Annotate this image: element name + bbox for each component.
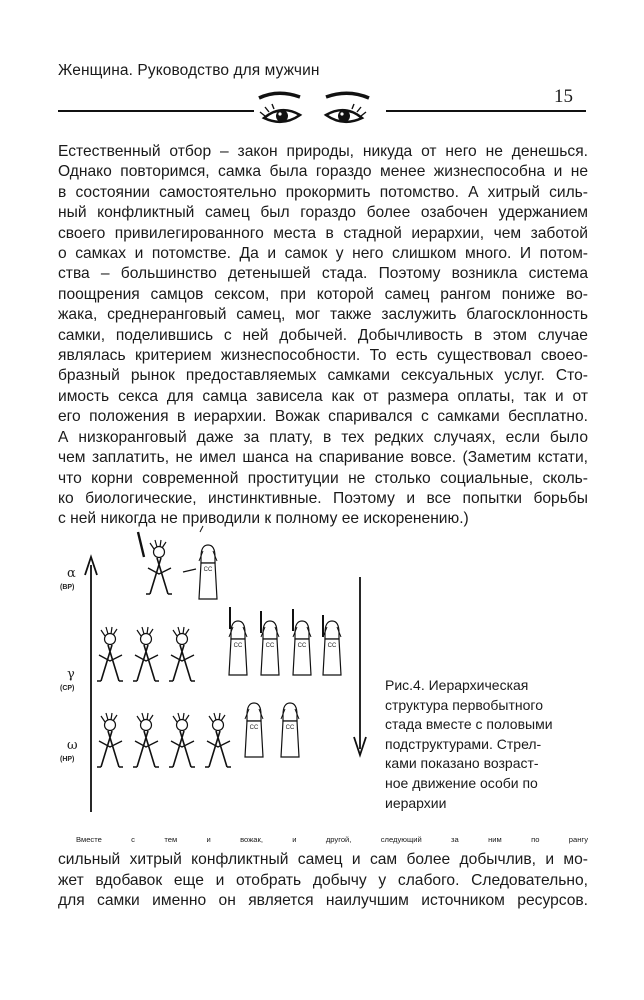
caption-line: Рис.4. Иерархическая — [385, 677, 529, 693]
text-line: самки, поделившись с ней добычей. Добычливость в этом случае — [58, 326, 588, 344]
header-rule-left — [58, 110, 254, 112]
text-line: являлась критерием жизнеспособности. То есть существовал своео- — [58, 347, 588, 365]
female-figure — [293, 621, 311, 675]
text-line: жака, среднеранговый самец, мог также заслужить благосклонность — [58, 306, 588, 324]
page-number: 15 — [554, 86, 573, 107]
level-label: (ВР) — [60, 584, 75, 591]
alpha-male-figure — [146, 540, 172, 594]
header-rule-right — [386, 110, 586, 112]
text-line: его положения в иерархии. Вожак спаривался с самками бесплатно. — [58, 408, 588, 426]
text-line: чем заплатить, не имел шанса на спаривание вовсе. (Заметим кстати, — [58, 449, 588, 467]
text-line: Вместе с тем и вожак, и другой, следующий за ним по рангу — [76, 835, 588, 844]
text-line: А низкоранговый даже за плату, в тех редких случаях, если было — [58, 428, 588, 446]
running-title: Женщина. Руководство для мужчин — [58, 62, 320, 79]
middle-male-figure — [169, 627, 195, 681]
female-figure — [199, 545, 217, 599]
text-line: ко биологические, инстинктивные. Поэтому и все попытки борьбы — [58, 489, 588, 507]
text-line: что корни современной проституции не столько социальные, сколь- — [58, 469, 588, 487]
caption-line: ками показано возраст- — [385, 755, 539, 772]
text-line: поощрения самцов сексом, при которой самец рангом пониже во- — [58, 285, 588, 303]
hierarchy-figure: CC α (ВР) γ (СР) ω (НР) — [58, 527, 373, 817]
middle-male-figure — [133, 627, 159, 681]
female-figure — [245, 703, 263, 757]
paragraph-2 — [58, 830, 588, 912]
paragraph-1 — [58, 142, 588, 530]
low-male-figure — [97, 713, 123, 767]
text-line: имость секса для самца зависела как от размера оплаты, так и от — [58, 387, 588, 405]
female-figure — [323, 621, 341, 675]
level-greek: γ — [67, 667, 75, 682]
female-figure — [261, 621, 279, 675]
text-line: ный конфликтный самец был гораздо более озабочен удержанием — [58, 204, 588, 222]
text-line: жет вдобавок еще и отобрать добычу у слабого. Следовательно, — [58, 871, 588, 889]
middle-male-figure — [97, 627, 123, 681]
text-line: бразный рынок предоставляемых самками сексуальных услуг. Сто- — [58, 367, 588, 385]
caption-line: иерархии — [385, 794, 447, 811]
text-line: сильный хитрый конфликтный самец и сам более добычлив, и мо- — [58, 851, 588, 869]
eyes-ornament-icon — [256, 90, 384, 134]
female-figure — [229, 621, 247, 675]
low-male-figure — [133, 713, 159, 767]
text-line: с ней никогда не приводили к полному ее искоренению.) — [58, 510, 469, 528]
level-greek: α — [67, 566, 76, 581]
text-line: Однако повторимся, самка была гораздо менее жизнеспособна и не — [58, 163, 588, 181]
caption-line: структура первобытного — [385, 696, 544, 713]
figure-caption — [385, 676, 590, 813]
low-male-figure — [205, 713, 231, 767]
female-figure — [281, 703, 299, 757]
low-male-figure — [169, 713, 195, 767]
text-line: своего привилегированного места в стадной иерархии, чем заботой — [58, 224, 588, 242]
text-line: в состоянии самостоятельно прокормить потомство. А хитрый силь- — [58, 183, 588, 201]
caption-line: ное движение особи по — [385, 774, 538, 791]
text-line: Естественный отбор – закон природы, никуда от него не денешься. — [58, 143, 588, 160]
text-line: о самках и потомстве. Да и самок у него слишком много. И потом- — [58, 245, 588, 263]
caption-line: подструктурами. Стрел- — [385, 735, 542, 752]
level-greek: ω — [67, 738, 78, 753]
level-label: (НР) — [60, 756, 75, 763]
caption-line: стада вместе с половыми — [385, 716, 553, 733]
text-line: для самки именно он является наилучшим источником ресурсов. — [58, 892, 588, 910]
club-icon — [138, 532, 144, 557]
level-label: (СР) — [60, 685, 75, 692]
text-line: ства – большинство детенышей стада. Поэтому возникла система — [58, 265, 588, 283]
